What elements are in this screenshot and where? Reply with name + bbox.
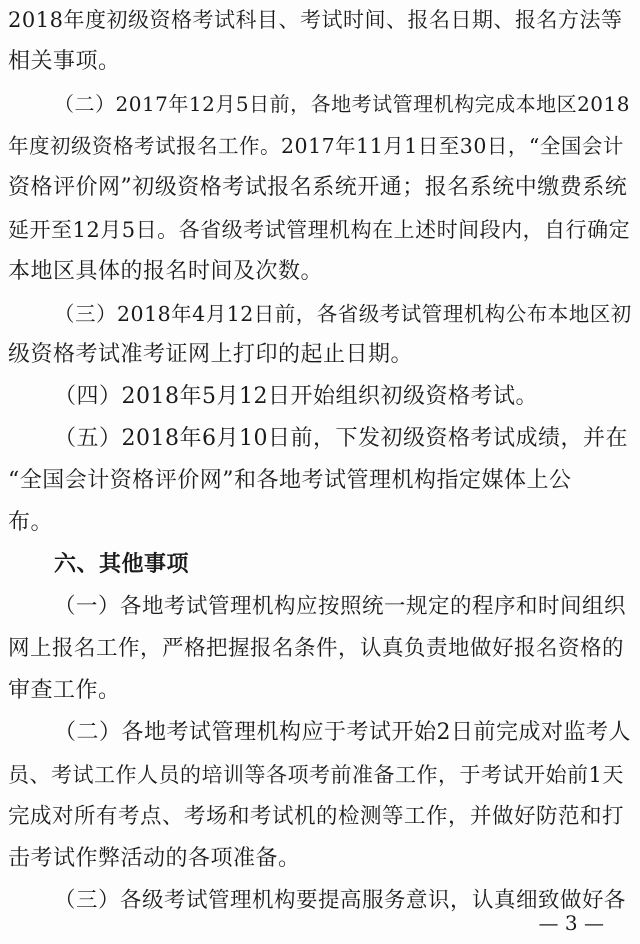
text-line-20: 完成对所有考点、考场和考试机的检测等工作，并做好防范和打 [8,804,625,829]
text-line-7: 本地区具体的报名时间及次数。 [8,259,324,284]
text-line-3: （二）2017年12月5日前，各地考试管理机构完成本地区2018 [54,92,630,116]
text-line-4: 年度初级资格考试报名工作。2017年11月1日至30日，“全国会计 [8,134,624,158]
text-line-5: 资格评价网”初级资格考试报名系统开通；报名系统中缴费系统 [8,175,628,200]
text-line-6: 延开至12月5日。各省级考试管理机构在上述时间段内，自行确定 [8,218,631,242]
text-line-18: （二）各地考试管理机构应于考试开始2日前完成对监考人 [54,720,631,745]
text-line-2: 相关事项。 [8,49,121,74]
page-number: — 3 — [538,911,604,935]
text-line-21: 击考试作弊活动的各项准备。 [8,846,301,871]
text-line-1: 2018年度初级资格考试科目、考试时间、报名日期、报名方法等 [8,8,623,32]
text-line-17: 审查工作。 [8,678,121,703]
text-line-15: （一）各地考试管理机构应按照统一规定的程序和时间组织 [54,594,627,619]
text-line-12: “全国会计资格评价网”和各地考试管理机构指定媒体上公 [8,468,572,493]
text-line-16: 网上报名工作，严格把握报名条件，认真负责地做好报名资格的 [8,636,625,661]
text-line-11: （五）2018年6月10日前，下发初级资格考试成绩，并在 [54,426,628,451]
text-line-8: （三）2018年4月12日前，各省级考试管理机构公布本地区初 [54,302,632,326]
text-line-19: 员、考试工作人员的培训等各项考前准备工作，于考试开始前1天 [8,763,624,787]
text-line-9: 级资格考试准考证网上打印的起止日期。 [8,342,414,367]
text-line-10: （四）2018年5月12日开始组织初级资格考试。 [54,384,538,409]
text-line-22: （三）各级考试管理机构要提高服务意识，认真细致做好各 [54,888,627,913]
text-line-13: 布。 [8,510,54,535]
section-heading: 六、其他事项 [54,552,190,577]
